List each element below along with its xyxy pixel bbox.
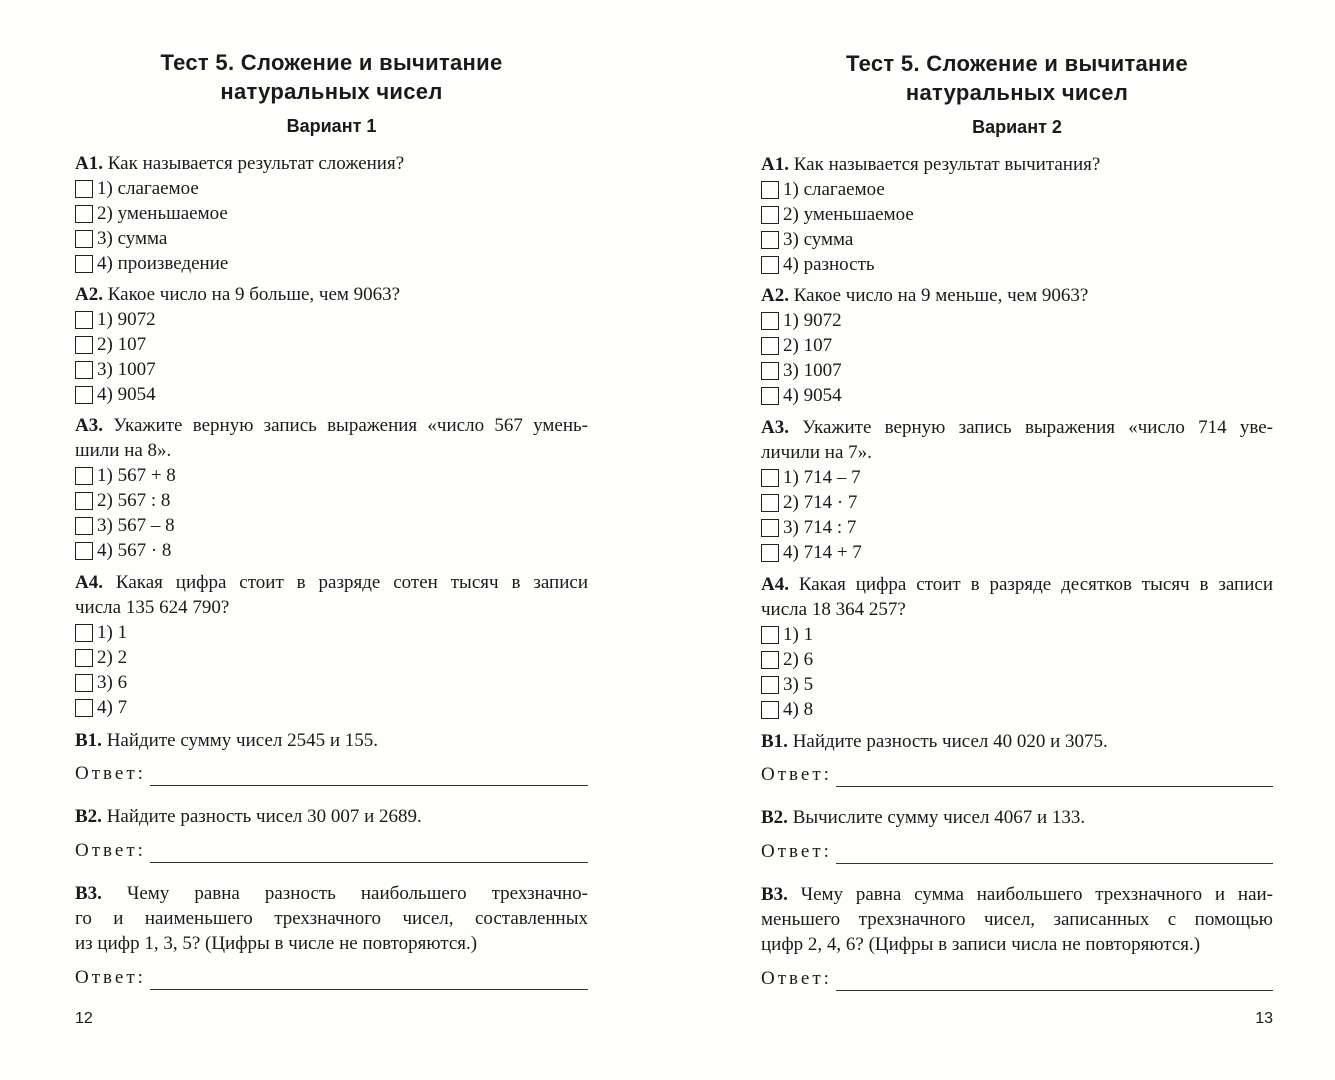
question-text-line-2: числа 18 364 257? (761, 599, 906, 620)
checkbox[interactable] (75, 467, 93, 485)
question-text-line-1: Какая цифра стоит в разряде сотен тысяч в записи (102, 572, 588, 593)
option-label: 4) 9054 (97, 384, 156, 405)
answer-b2[interactable] (761, 842, 1273, 864)
title-line-1: Тест 5. Сложение и вычитание (160, 50, 503, 75)
option-label: 2) 107 (783, 335, 833, 356)
checkbox[interactable] (75, 230, 93, 248)
checkbox[interactable] (75, 699, 93, 717)
question-number: В1. (761, 731, 788, 752)
question-number: А1. (761, 154, 789, 175)
option-label: 2) 567 : 8 (97, 490, 171, 511)
option-label: 4) 8 (783, 699, 814, 720)
checkbox[interactable] (761, 387, 779, 405)
option-label: 3) сумма (97, 228, 168, 249)
question-text-line-1: Чему равна сумма наибольшего трехзначного и наи- (787, 884, 1273, 905)
question-b2 (761, 805, 1273, 830)
answer-label: Ответ: (75, 840, 146, 861)
checkbox[interactable] (75, 311, 93, 329)
option-label: 3) 6 (97, 672, 128, 693)
option-label: 1) 567 + 8 (97, 465, 176, 486)
page-number: 12 (75, 1010, 93, 1027)
option-label: 2) уменьшаемое (97, 203, 228, 224)
question-number: А2. (761, 285, 789, 306)
option-label: 2) 2 (97, 647, 128, 668)
question-number: А4. (75, 572, 103, 593)
answer-label: Ответ: (75, 967, 146, 988)
option-label: 1) 714 – 7 (783, 467, 861, 488)
question-b2 (75, 804, 588, 829)
page-title (75, 48, 588, 106)
checkbox[interactable] (761, 494, 779, 512)
option-label: 3) 567 – 8 (97, 515, 175, 536)
checkbox[interactable] (761, 256, 779, 274)
question-text: Какое число на 9 больше, чем 9063? (102, 284, 401, 305)
option-1[interactable] (761, 622, 1273, 647)
option-2[interactable] (75, 201, 588, 226)
answer-field[interactable] (836, 847, 1273, 864)
option-2[interactable] (75, 332, 588, 357)
option-1[interactable] (75, 176, 588, 201)
option-4[interactable] (761, 252, 1273, 277)
question-a2 (761, 283, 1273, 408)
question-text-line-2: шили на 8». (75, 440, 172, 461)
checkbox[interactable] (761, 519, 779, 537)
option-label: 3) 714 : 7 (783, 517, 857, 538)
option-label: 3) 1007 (783, 360, 842, 381)
option-1[interactable] (75, 463, 588, 488)
variant-heading: Вариант 2 (972, 117, 1062, 137)
checkbox[interactable] (761, 469, 779, 487)
checkbox[interactable] (761, 312, 779, 330)
checkbox[interactable] (75, 255, 93, 273)
question-a4 (761, 572, 1273, 722)
option-label: 2) уменьшаемое (783, 204, 914, 225)
question-number: В2. (75, 806, 102, 827)
option-1[interactable] (761, 465, 1273, 490)
answer-b3[interactable] (75, 968, 588, 990)
question-a4 (75, 570, 588, 720)
option-4[interactable] (761, 383, 1273, 408)
option-label: 2) 714 · 7 (783, 492, 858, 513)
question-b1 (761, 729, 1273, 754)
answer-label: Ответ: (761, 968, 832, 989)
option-1[interactable] (761, 308, 1273, 333)
option-label: 2) 6 (783, 649, 814, 670)
question-b3 (75, 881, 588, 956)
checkbox[interactable] (75, 205, 93, 223)
question-text-line-1: Чему равна разность наибольшего трехзначно- (101, 883, 588, 904)
answer-label: Ответ: (761, 841, 832, 862)
answer-b1[interactable] (761, 765, 1273, 787)
option-label: 1) 9072 (97, 309, 156, 330)
question-text: Как называется результат сложения? (102, 153, 405, 174)
answer-field[interactable] (150, 846, 588, 863)
question-text: Найдите разность чисел 30 007 и 2689. (101, 806, 422, 827)
question-text-line-1: Укажите верную запись выражения «число 714 уве- (788, 417, 1273, 438)
option-label: 4) разность (783, 254, 875, 275)
checkbox[interactable] (75, 336, 93, 354)
option-2[interactable] (761, 202, 1273, 227)
checkbox[interactable] (75, 674, 93, 692)
option-3[interactable] (75, 513, 588, 538)
question-number: А2. (75, 284, 103, 305)
checkbox[interactable] (761, 544, 779, 562)
option-label: 4) 9054 (783, 385, 842, 406)
answer-label: Ответ: (75, 763, 146, 784)
answer-field[interactable] (150, 973, 588, 990)
question-text-line-2: личили на 7». (761, 442, 872, 463)
checkbox[interactable] (761, 337, 779, 355)
option-label: 3) 1007 (97, 359, 156, 380)
answer-b3[interactable] (761, 969, 1273, 991)
option-label: 4) произведение (97, 253, 229, 274)
question-a3 (761, 415, 1273, 565)
question-text: Какое число на 9 меньше, чем 9063? (788, 285, 1089, 306)
question-text-line-1: Какая цифра стоит в разряде десятков тысяч в записи (788, 574, 1273, 595)
checkbox[interactable] (75, 517, 93, 535)
option-3[interactable] (761, 515, 1273, 540)
title-line-2: натуральных чисел (905, 80, 1129, 105)
question-a2 (75, 282, 588, 407)
checkbox[interactable] (75, 361, 93, 379)
option-1[interactable] (75, 307, 588, 332)
question-text: Как называется результат вычитания? (788, 154, 1101, 175)
option-label: 3) сумма (783, 229, 854, 250)
option-label: 1) 1 (97, 622, 128, 643)
option-4[interactable] (75, 695, 588, 720)
option-2[interactable] (761, 647, 1273, 672)
question-a1 (75, 151, 588, 276)
checkbox[interactable] (75, 649, 93, 667)
answer-label: Ответ: (761, 764, 832, 785)
left-page (75, 0, 588, 1080)
right-page (761, 0, 1273, 1080)
checkbox[interactable] (75, 180, 93, 198)
question-number: А4. (761, 574, 789, 595)
checkbox[interactable] (761, 676, 779, 694)
page-title (761, 49, 1273, 107)
question-b3 (761, 882, 1273, 957)
title-line-2: натуральных чисел (220, 79, 443, 104)
option-2[interactable] (761, 490, 1273, 515)
answer-field[interactable] (836, 770, 1273, 787)
question-text-line-2: го и наименьшего трехзначного чисел, составленных (75, 908, 588, 929)
question-number: А1. (75, 153, 103, 174)
checkbox[interactable] (761, 701, 779, 719)
checkbox[interactable] (75, 542, 93, 560)
option-label: 4) 567 · 8 (97, 540, 172, 561)
question-text-line-2: числа 135 624 790? (75, 597, 230, 618)
question-text: Найдите разность чисел 40 020 и 3075. (787, 731, 1108, 752)
question-text-line-3: из цифр 1, 3, 5? (Цифры в числе не повторяются.) (75, 933, 478, 954)
checkbox[interactable] (761, 231, 779, 249)
option-2[interactable] (75, 645, 588, 670)
question-number: В1. (75, 730, 102, 751)
question-number: В3. (75, 883, 102, 904)
checkbox[interactable] (75, 492, 93, 510)
question-number: В2. (761, 807, 788, 828)
page-number: 13 (1255, 1010, 1273, 1027)
option-label: 4) 714 + 7 (783, 542, 862, 563)
checkbox[interactable] (761, 206, 779, 224)
variant-heading: Вариант 1 (286, 116, 377, 136)
option-label: 2) 107 (97, 334, 147, 355)
option-3[interactable] (761, 358, 1273, 383)
option-4[interactable] (761, 697, 1273, 722)
checkbox[interactable] (761, 362, 779, 380)
question-text-line-1: Укажите верную запись выражения «число 567 умень- (102, 415, 588, 436)
checkbox[interactable] (761, 626, 779, 644)
option-3[interactable] (75, 357, 588, 382)
checkbox[interactable] (761, 181, 779, 199)
question-a1 (761, 152, 1273, 277)
checkbox[interactable] (75, 624, 93, 642)
option-label: 1) 1 (783, 624, 814, 645)
option-4[interactable] (75, 251, 588, 276)
option-3[interactable] (761, 227, 1273, 252)
option-label: 4) 7 (97, 697, 128, 718)
checkbox[interactable] (761, 651, 779, 669)
option-1[interactable] (761, 177, 1273, 202)
option-3[interactable] (75, 226, 588, 251)
question-text-line-3: цифр 2, 4, 6? (Цифры в записи числа не повторяются.) (761, 934, 1201, 955)
question-number: А3. (75, 415, 103, 436)
title-line-1: Тест 5. Сложение и вычитание (846, 51, 1188, 76)
question-b1 (75, 728, 588, 753)
answer-b2[interactable] (75, 841, 588, 863)
option-2[interactable] (75, 488, 588, 513)
option-3[interactable] (75, 670, 588, 695)
option-4[interactable] (75, 382, 588, 407)
question-text-line-2: меньшего трехзначного чисел, записанных с помощью (761, 909, 1273, 930)
answer-field[interactable] (836, 974, 1273, 991)
answer-field[interactable] (150, 769, 588, 786)
option-3[interactable] (761, 672, 1273, 697)
option-label: 1) 9072 (783, 310, 842, 331)
option-label: 3) 5 (783, 674, 814, 695)
question-text: Найдите сумму чисел 2545 и 155. (101, 730, 379, 751)
option-4[interactable] (75, 538, 588, 563)
checkbox[interactable] (75, 386, 93, 404)
option-4[interactable] (761, 540, 1273, 565)
answer-b1[interactable] (75, 764, 588, 786)
option-label: 1) слагаемое (783, 179, 885, 200)
option-2[interactable] (761, 333, 1273, 358)
question-a3 (75, 413, 588, 563)
option-1[interactable] (75, 620, 588, 645)
question-number: В3. (761, 884, 788, 905)
question-number: А3. (761, 417, 789, 438)
question-text: Вычислите сумму чисел 4067 и 133. (787, 807, 1086, 828)
option-label: 1) слагаемое (97, 178, 199, 199)
